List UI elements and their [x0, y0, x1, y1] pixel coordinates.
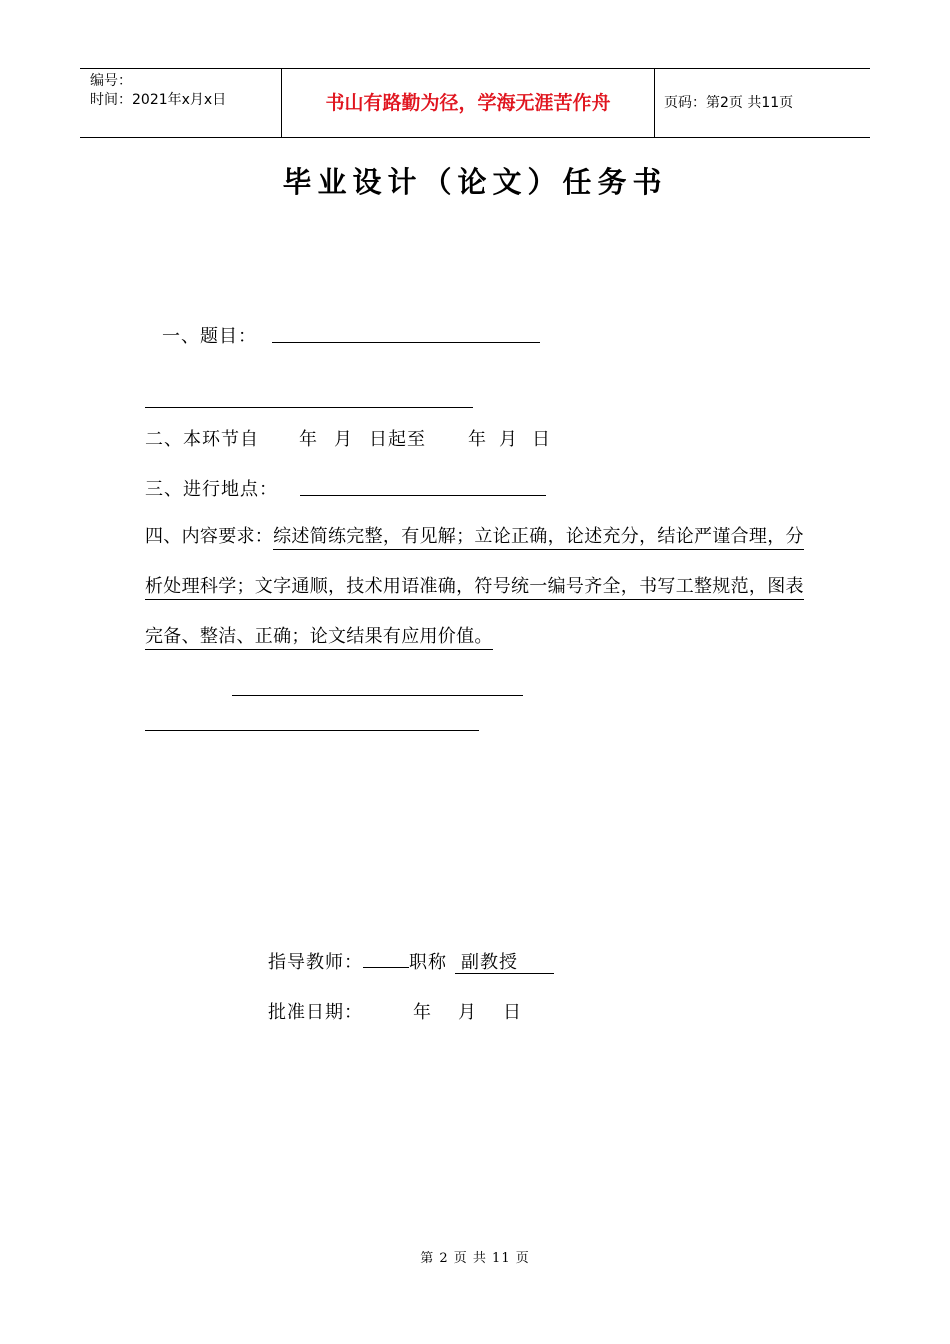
approve-year: 年 — [413, 1002, 432, 1023]
requirements-blank-tail — [232, 695, 523, 696]
requirements-blank-line — [145, 730, 479, 731]
period-prefix: 二、本环节自 — [145, 429, 259, 450]
advisor-blank — [363, 953, 409, 968]
advisor-line — [268, 948, 554, 974]
location-blank — [300, 495, 546, 496]
approve-line — [268, 998, 522, 1024]
period-year2: 年 — [468, 429, 487, 450]
requirements-paragraph — [145, 512, 807, 662]
number-label: 编号： — [90, 73, 132, 89]
topic-blank — [272, 342, 540, 343]
header-table — [80, 68, 870, 138]
page-title: 毕业设计（论文）任务书 — [282, 165, 668, 199]
period-day2: 日 — [532, 429, 551, 450]
requirements-label: 四、内容要求： — [145, 526, 274, 547]
title-value: 副教授 — [455, 952, 554, 974]
period-month2: 月 — [499, 429, 518, 450]
title-label: 职称 — [409, 952, 447, 973]
page-code: 页码：第2页 共11页 — [664, 95, 794, 111]
period-year: 年 — [299, 429, 318, 450]
header-info-cell — [80, 69, 282, 137]
requirements-text: 综述简练完整，有见解；立论正确，论述充分，结论严谨合理，分析处理科学；文字通顺，技术用语准确，符号统一编号齐全，书写工整规范，图表完备、整洁、正确；论文结果有应用价值。 — [145, 526, 804, 650]
period-month: 月 — [334, 429, 353, 450]
topic-label: 一、题目： — [162, 326, 257, 347]
motto: 书山有路勤为径，学海无涯苦作舟 — [282, 69, 655, 137]
topic-blank-line2 — [145, 407, 473, 408]
advisor-label: 指导教师： — [268, 952, 363, 973]
approve-day: 日 — [503, 1002, 522, 1023]
page-footer: 第 2 页 共 11 页 — [420, 1251, 530, 1266]
location-label: 三、进行地点： — [145, 479, 278, 500]
approve-month: 月 — [458, 1002, 477, 1023]
time-label: 时间：2021年x月x日 — [90, 92, 227, 108]
approve-label: 批准日期： — [268, 1002, 363, 1023]
period-day-start: 日起至 — [369, 429, 426, 450]
period-line — [145, 425, 551, 451]
